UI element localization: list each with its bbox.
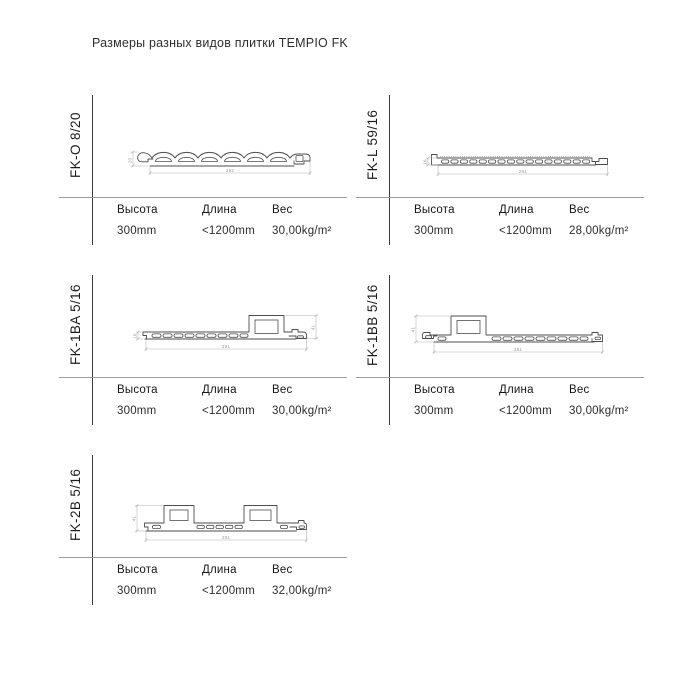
section-label: FK-L 59/16 [365,109,380,181]
value-height: 300mm [117,405,157,417]
width-dim: 292 [225,167,235,173]
spec-table [414,204,629,237]
profile-drawing-fk-1ba [59,275,347,377]
profile-drawing-fk-2b [59,455,347,557]
section-divider-horizontal [356,197,644,198]
value-weight: 30,00kg/m² [272,225,332,237]
value-height: 300mm [117,585,157,597]
thickness-dim: 20 [127,157,133,164]
section-fk-2b [59,455,347,605]
value-height: 300mm [414,225,454,237]
section-label: FK-2B 5/16 [68,468,83,542]
value-length: <1200mm [499,405,552,417]
profile-drawing-fk-1bb [356,275,644,377]
thickness-dim: 16 [132,333,138,339]
col-header-weight: Вес [272,204,293,216]
col-header-length: Длина [202,564,237,576]
spec-table [117,204,332,237]
col-header-length: Длина [202,204,237,216]
section-label: FK-1BB 5/16 [365,284,380,366]
col-header-length: Длина [202,384,237,396]
value-weight: 30,00kg/m² [569,405,629,417]
value-length: <1200mm [202,225,255,237]
profile-drawing-fk-l [356,95,644,197]
col-header-length: Длина [499,384,534,396]
profile-outline [138,152,310,166]
section-fk-l [356,95,644,245]
col-header-weight: Вес [569,204,590,216]
section-divider-horizontal [59,197,347,198]
col-header-height: Высота [414,384,455,396]
dimension-lines [128,151,312,176]
value-height: 300mm [117,225,157,237]
section-label: FK-O 8/20 [68,112,83,178]
col-header-length: Длина [499,204,534,216]
profile-outline [143,316,307,340]
page-title: Размеры разных видов плитки TEMPIO FK [92,36,348,50]
rib-height-dim: 41 [310,324,316,331]
col-header-height: Высота [117,564,158,576]
value-length: <1200mm [202,405,255,417]
value-weight: 30,00kg/m² [272,405,332,417]
spec-table [414,384,629,417]
profile-drawing-fk-o [59,95,347,197]
col-header-height: Высота [414,204,455,216]
profile-outline [145,506,307,532]
value-length: <1200mm [499,225,552,237]
value-height: 300mm [414,405,454,417]
spec-table [117,384,332,417]
col-header-weight: Вес [569,384,590,396]
section-divider-horizontal [59,557,347,558]
section-fk-o [59,95,347,245]
col-header-weight: Вес [272,564,293,576]
dimension-lines [133,314,319,351]
rib-height-dim: 41 [131,515,137,522]
spec-table [117,564,332,597]
value-weight: 32,00kg/m² [272,585,332,597]
width-dim: 291 [518,168,528,174]
col-header-weight: Вес [272,384,293,396]
profile-outline [423,316,603,342]
width-dim: 291 [513,346,523,352]
dimension-lines [423,157,610,177]
section-divider-horizontal [356,377,644,378]
width-dim: 291 [221,534,231,540]
dimension-lines [411,315,605,355]
profile-outline [432,155,608,166]
thickness-dim: 16 [422,159,428,165]
section-label: FK-1BA 5/16 [68,284,83,366]
value-length: <1200mm [202,585,255,597]
col-header-height: Высота [117,204,158,216]
section-divider-horizontal [59,377,347,378]
value-weight: 28,00kg/m² [569,225,629,237]
col-header-height: Высота [117,384,158,396]
width-dim: 291 [221,343,231,349]
section-fk-1bb [356,275,644,425]
rib-height-dim: 41 [410,326,416,333]
section-fk-1ba [59,275,347,425]
